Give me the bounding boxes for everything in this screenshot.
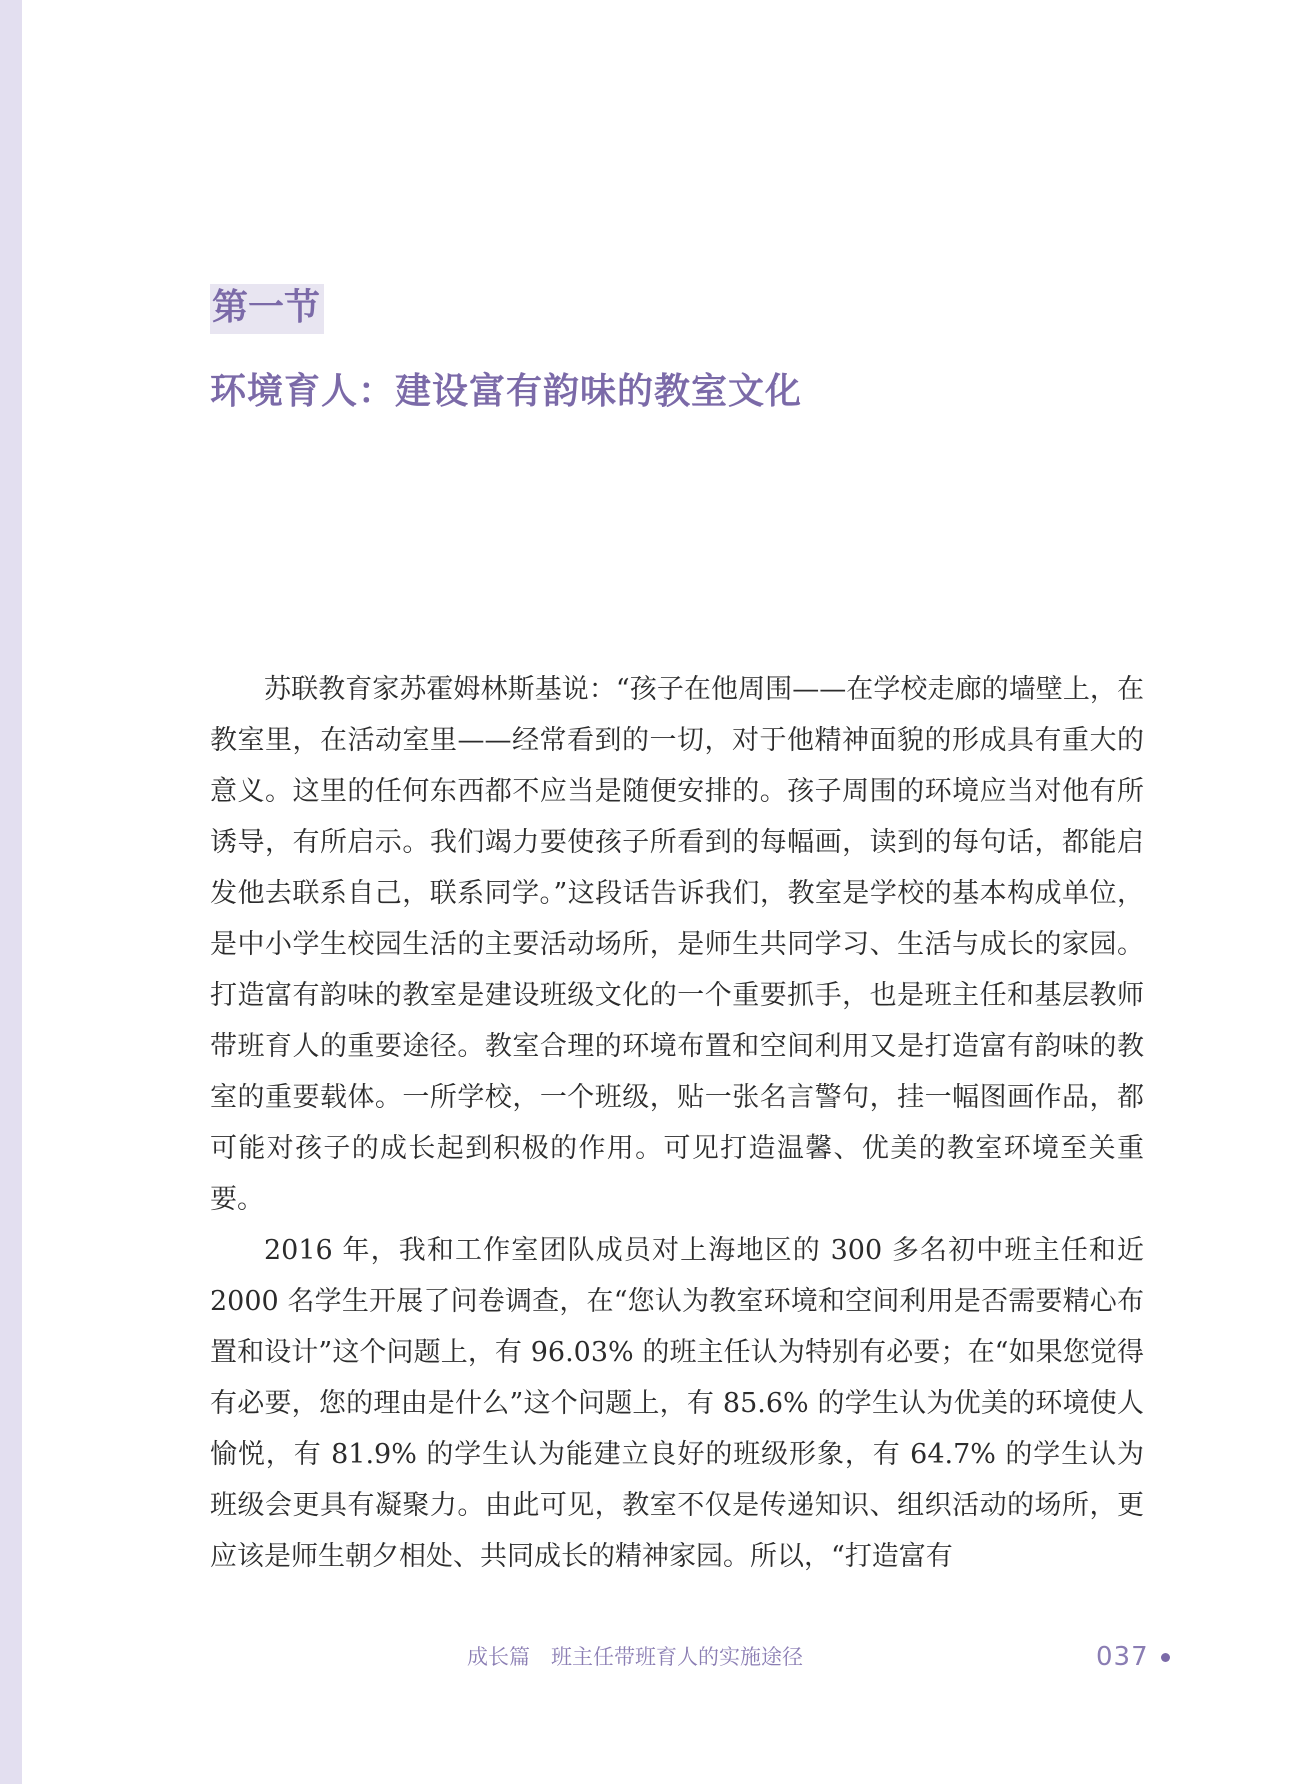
page-number: 037: [1096, 1642, 1149, 1672]
left-margin-band: [0, 0, 22, 1784]
body-text: [210, 664, 1144, 1582]
page-dot-icon: [1161, 1653, 1170, 1662]
body-paragraph-2: 2016 年，我和工作室团队成员对上海地区的 300 多名初中班主任和近 2000 名学生开展了问卷调查，在“您认为教室环境和空间利用是否需要精心布置和设计”这个问题上，有 96.03% 的班主任认为特别有必要；在“如果您觉得有必要，您的理由是什么”这个问题上，有 85.6% 的学生认为优美的环境使人愉悦，有 81.9% 的学生认为能建立良好的班级形象，有 64.7% 的学生认为班级会更具有凝聚力。由此可见，教室不仅是传递知识、组织活动的场所，更应该是师生朝夕相处、共同成长的精神家园。所以，“打造富有: [210, 1235, 1144, 1572]
section-title: 环境育人：建设富有韵味的教室文化: [210, 370, 803, 412]
body-paragraph-1: 苏联教育家苏霍姆林斯基说：“孩子在他周围——在学校走廊的墙壁上，在教室里，在活动室里——经常看到的一切，对于他精神面貌的形成具有重大的意义。这里的任何东西都不应当是随便安排的。孩子周围的环境应当对他有所诱导，有所启示。我们竭力要使孩子所看到的每幅画，读到的每句话，都能启发他去联系自己，联系同学。”这段话告诉我们，教室是学校的基本构成单位，是中小学生校园生活的主要活动场所，是师生共同学习、生活与成长的家园。打造富有韵味的教室是建设班级文化的一个重要抓手，也是班主任和基层教师带班育人的重要途径。教室合理的环境布置和空间利用又是打造富有韵味的教室的重要载体。一所学校，一个班级，贴一张名言警句，挂一幅图画作品，都可能对孩子的成长起到积极的作用。可见打造温馨、优美的教室环境至关重要。: [210, 674, 1144, 1215]
running-footer: 成长篇 班主任带班育人的实施途径: [467, 1645, 803, 1669]
section-label: 第一节: [210, 284, 324, 334]
